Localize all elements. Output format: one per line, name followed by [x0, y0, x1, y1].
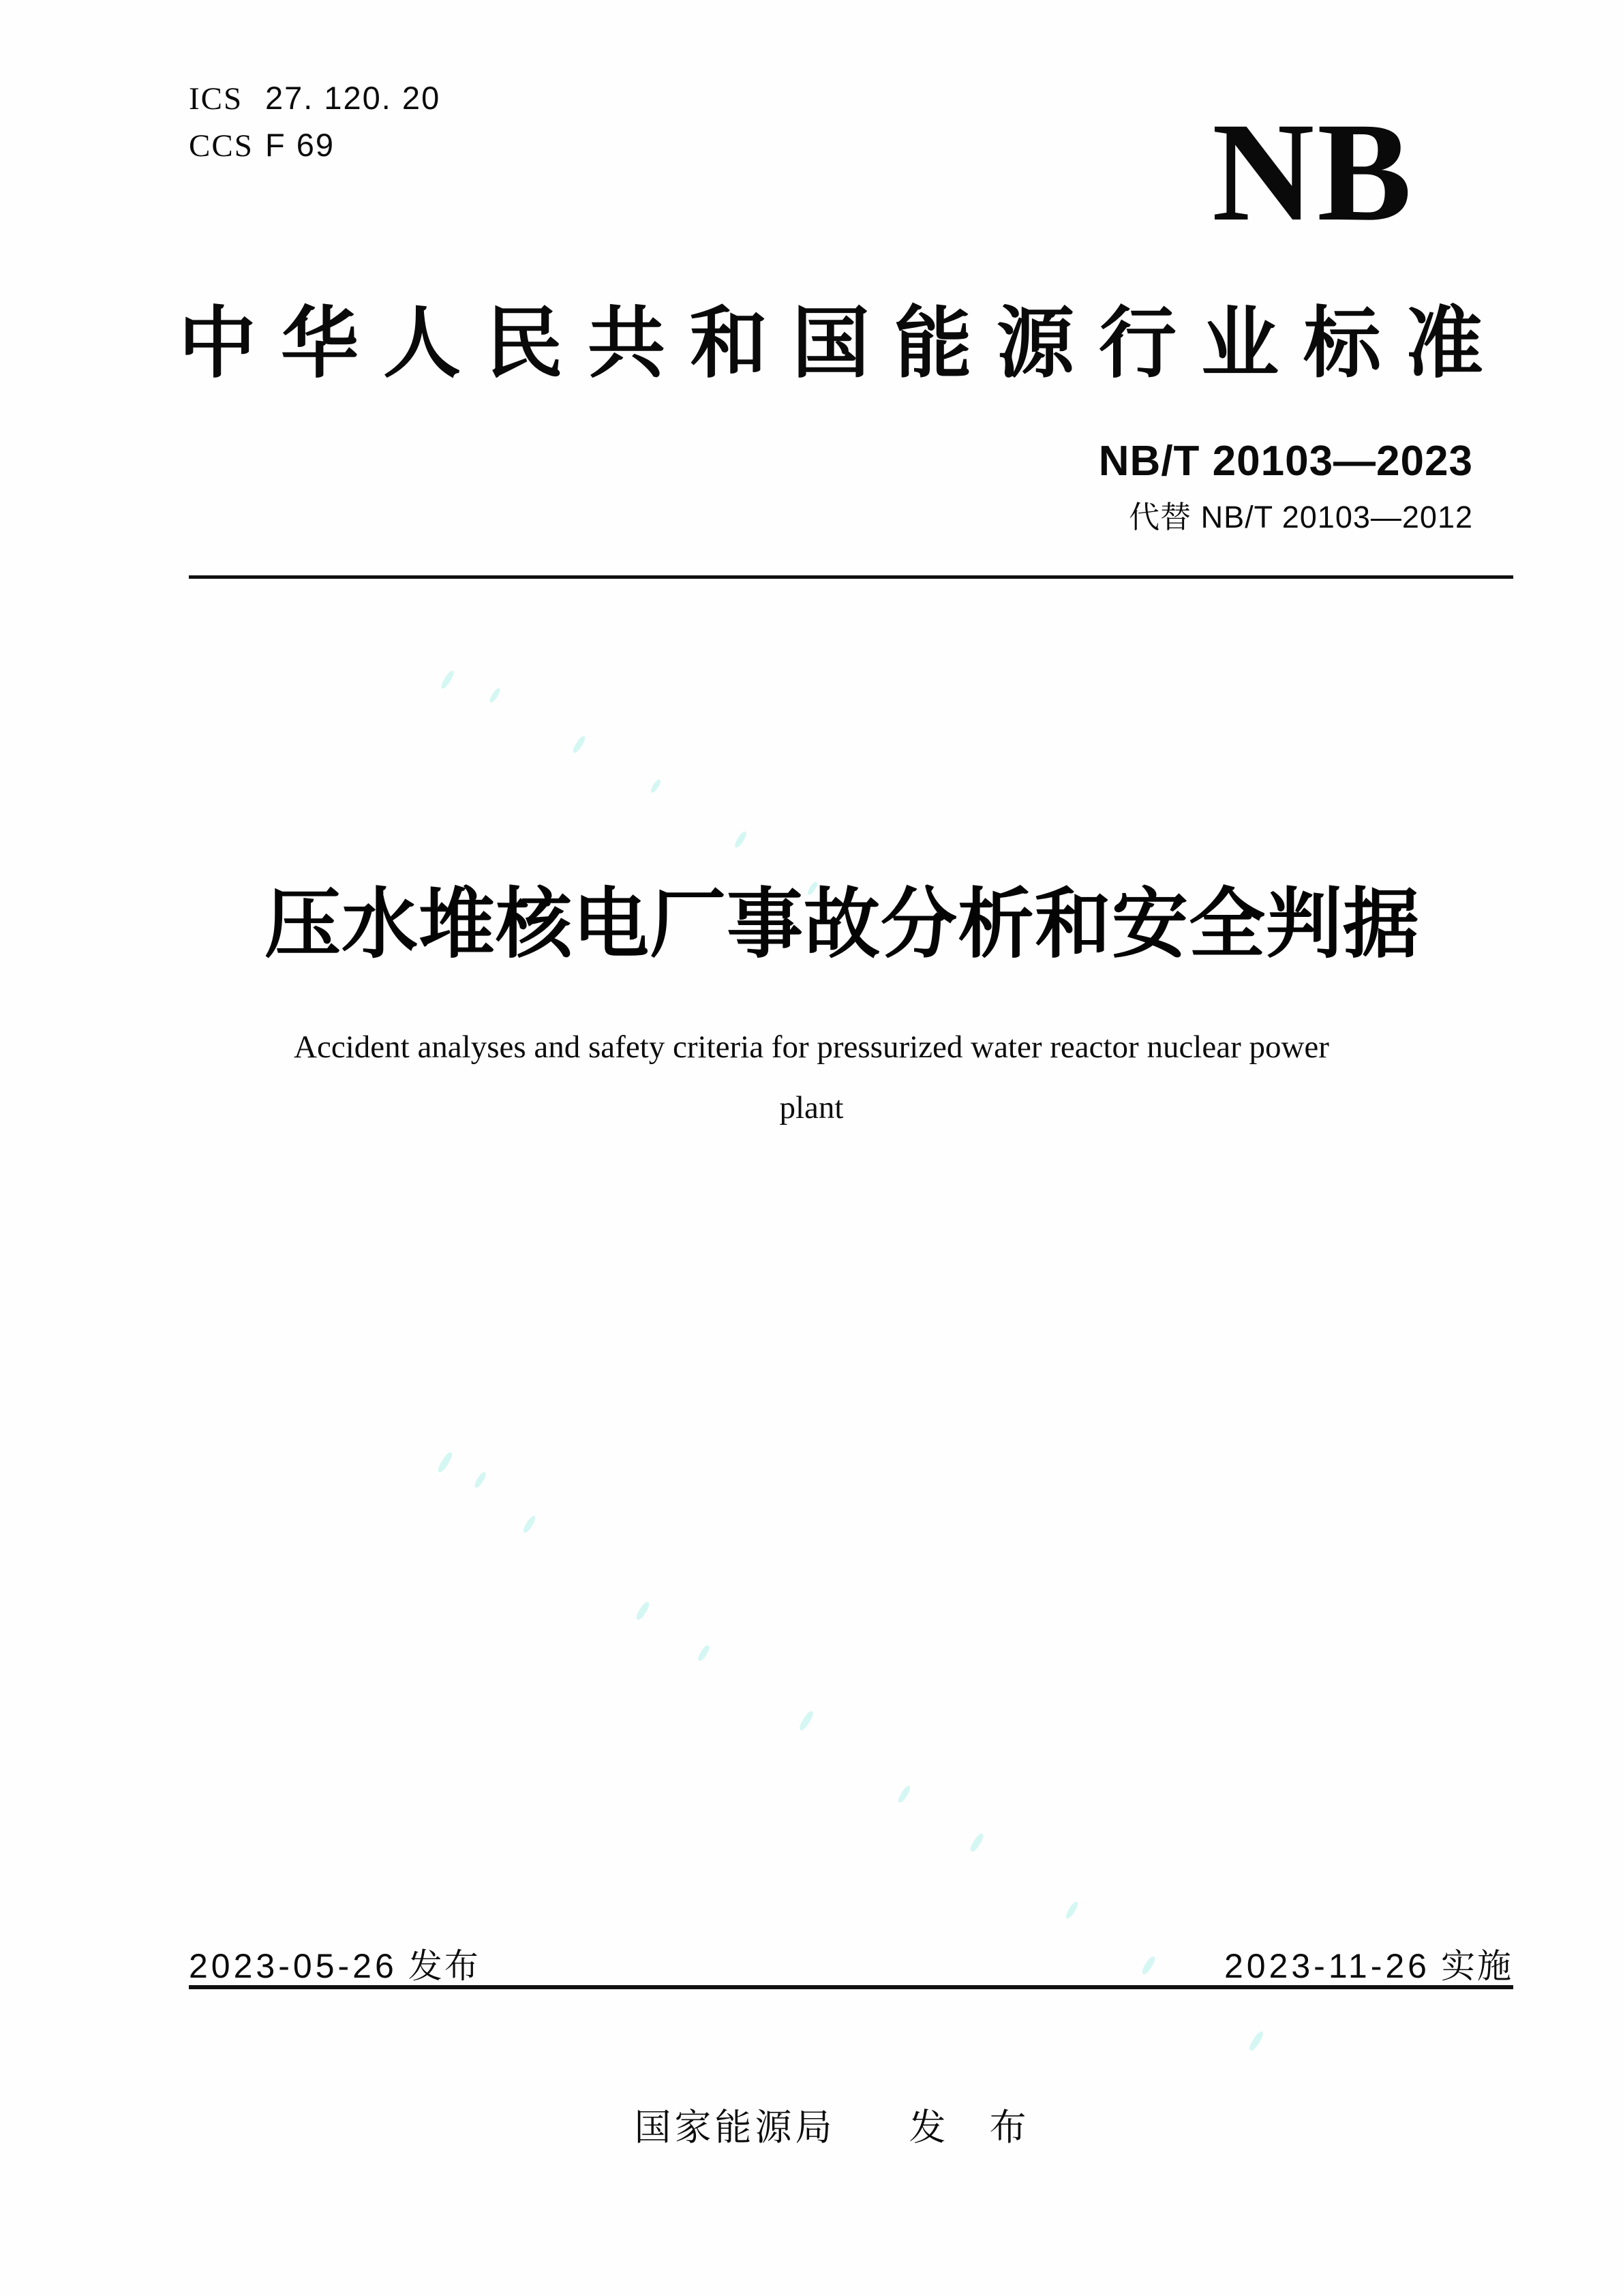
- publisher-row: [0, 2098, 1623, 2151]
- ccs-code: F 69: [265, 127, 335, 164]
- watermark-speck: [896, 1785, 911, 1804]
- watermark-speck: [436, 1451, 454, 1474]
- replaced-standard: 代替 NB/T 20103—2012: [1129, 500, 1473, 534]
- classification-codes: [189, 75, 440, 169]
- issue-date-group: [189, 1939, 481, 1988]
- watermark-speck: [969, 1832, 985, 1854]
- watermark-speck: [1064, 1901, 1079, 1920]
- issue-label: 发布: [408, 1947, 481, 1985]
- watermark-speck: [733, 830, 748, 849]
- watermark-speck: [798, 1710, 815, 1732]
- publisher-name: 国家能源局: [634, 2107, 836, 2148]
- watermark-speck: [521, 1515, 536, 1535]
- top-rule: [189, 575, 1513, 579]
- watermark-speck: [473, 1471, 487, 1490]
- standard-series-heading: 中华人民共和国能源行业标准: [179, 301, 1508, 387]
- watermark-speck: [440, 669, 456, 690]
- ics-code-row: [189, 75, 440, 122]
- watermark-speck: [650, 779, 662, 794]
- standard-number: NB/T 20103—2023: [1098, 438, 1473, 485]
- implementation-label: 实施: [1441, 1947, 1513, 1985]
- title-chinese: 压水堆核电厂事故分析和安全判据: [264, 881, 1420, 967]
- dates-row: [189, 1939, 1513, 1988]
- watermark-speck: [635, 1601, 651, 1622]
- ics-label: ICS: [189, 81, 243, 117]
- ccs-label: CCS: [189, 128, 254, 164]
- watermark-speck: [1247, 2030, 1264, 2052]
- title-english-line2: plant: [779, 1090, 844, 1126]
- watermark-speck: [697, 1644, 711, 1663]
- watermark-speck: [571, 735, 586, 755]
- ics-code: 27. 120. 20: [265, 80, 441, 116]
- title-english-line1: Accident analyses and safety criteria for pressurized water reactor nuclear power: [294, 1029, 1329, 1065]
- watermark-speck: [488, 687, 502, 704]
- publish-label: 发 布: [909, 2107, 1030, 2148]
- implementation-date: 2023-11-26: [1224, 1947, 1430, 1985]
- standard-number-block: [1099, 440, 1473, 532]
- bottom-rule: [189, 1985, 1513, 1989]
- nb-logo: NB: [1212, 93, 1414, 250]
- ccs-code-row: [189, 122, 440, 169]
- issue-date: 2023-05-26: [189, 1947, 397, 1985]
- implementation-date-group: [1224, 1939, 1513, 1988]
- title-english: [198, 1017, 1425, 1139]
